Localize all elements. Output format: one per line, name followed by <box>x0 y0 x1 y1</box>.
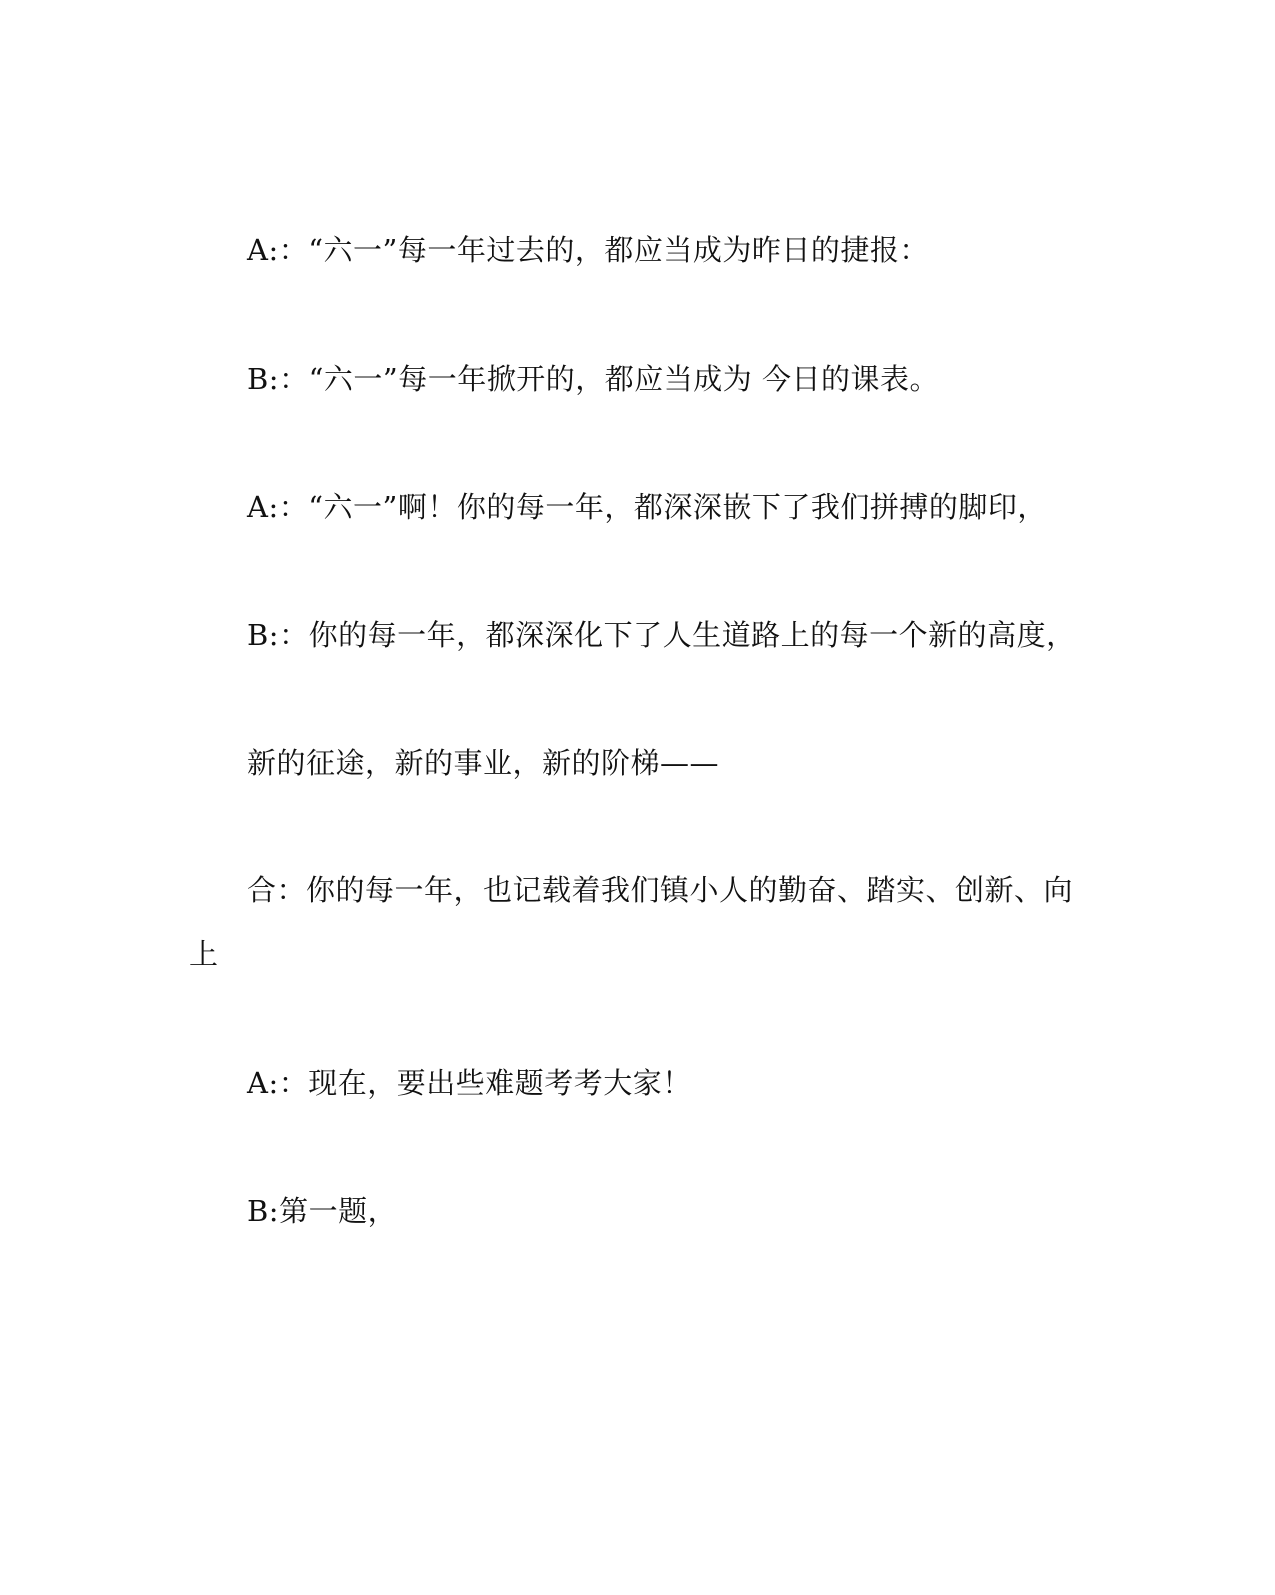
dialogue-line-a2: A:：“六一”啊！你的每一年，都深深嵌下了我们拼搏的脚印， <box>247 490 1047 524</box>
dialogue-line-a3: A:：现在，要出些难题考考大家！ <box>247 1066 692 1100</box>
dialogue-line-b1: B:：“六一”每一年掀开的，都应当成为 今日的课表。 <box>247 362 939 396</box>
dialogue-line-b2-continued: 新的征途，新的事业，新的阶梯—— <box>247 746 720 780</box>
dialogue-line-b2: B:：你的每一年，都深深化下了人生道路上的每一个新的高度， <box>247 618 1076 652</box>
dialogue-line-chorus-wrap: 上 <box>189 937 219 971</box>
dialogue-line-b3: B:第一题， <box>247 1194 398 1228</box>
dialogue-line-chorus: 合：你的每一年，也记载着我们镇小人的勤奋、踏实、创新、向 <box>247 873 1074 907</box>
dialogue-line-a1: A:：“六一”每一年过去的，都应当成为昨日的捷报： <box>247 233 929 267</box>
